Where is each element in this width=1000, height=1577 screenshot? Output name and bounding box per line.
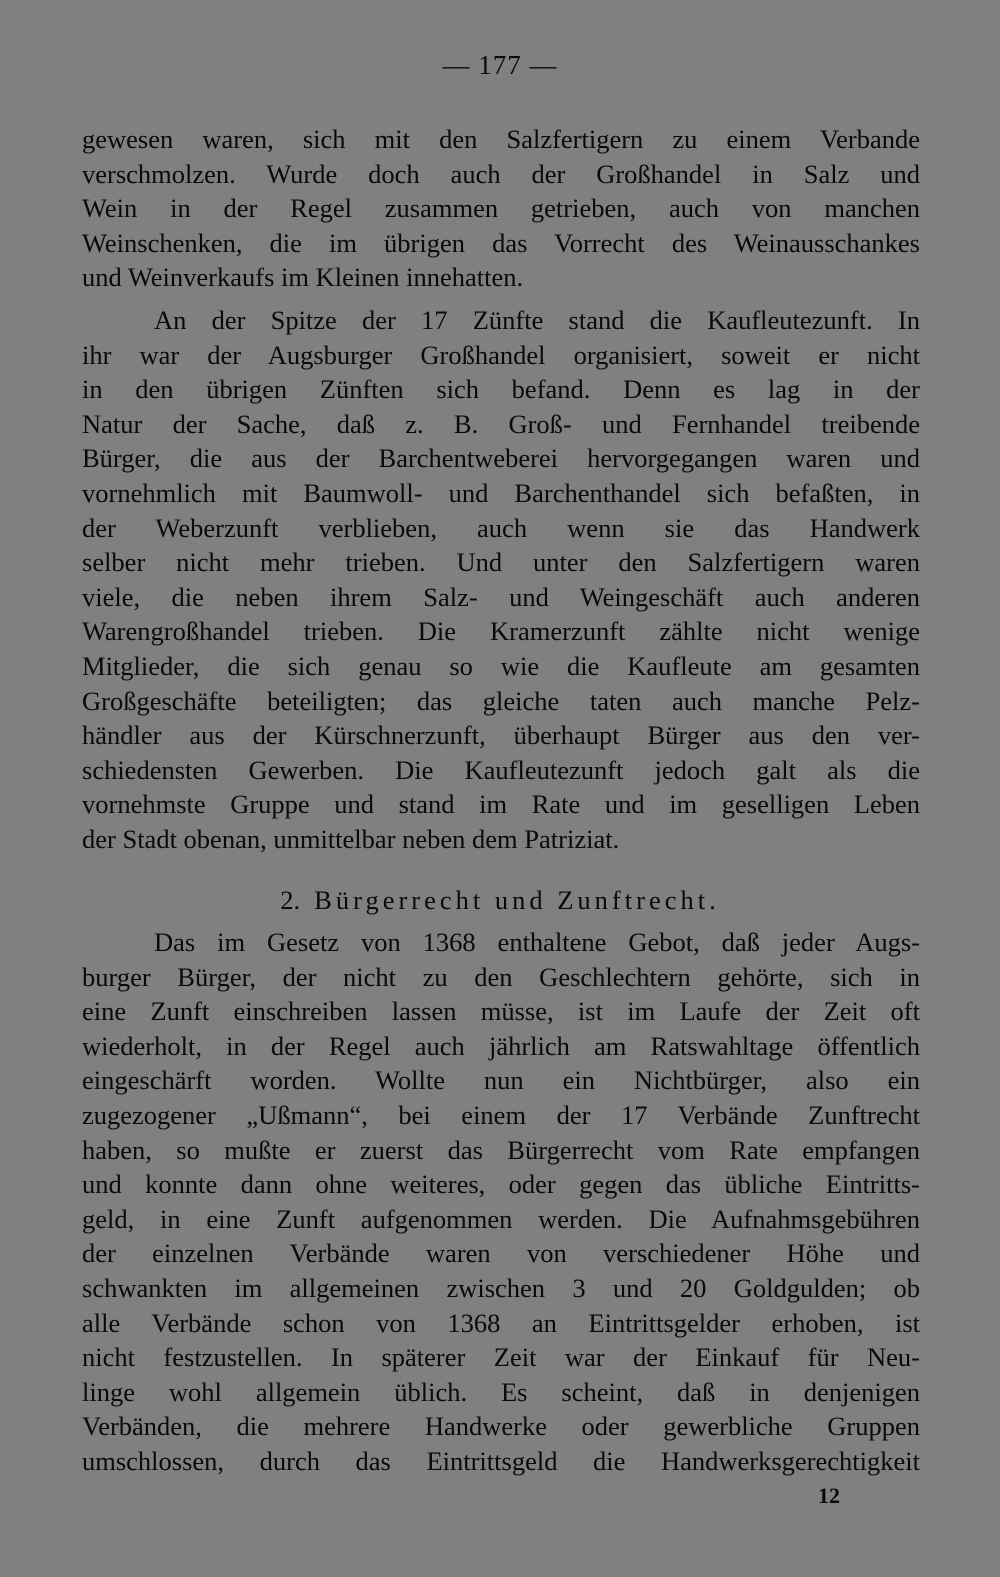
text-line: und konnte dann ohne weiteres, oder gegen das übliche Eintritts- <box>82 1169 920 1200</box>
text-line: geld, in eine Zunft aufgenommen werden. Die Aufnahmsgebühren <box>82 1203 920 1234</box>
text-line: haben, so mußte er zuerst das Bürgerrecht vom Rate empfangen <box>82 1134 920 1165</box>
text-line: der Stadt obenan, unmittelbar neben dem Patriziat. <box>82 823 620 854</box>
text-line: in den übrigen Zünften sich befand. Denn es lag in der <box>82 374 920 405</box>
text-line: und Weinverkaufs im Kleinen innehatten. <box>82 262 524 293</box>
text-line: ihr war der Augsburger Großhandel organisiert, soweit er nicht <box>82 339 920 370</box>
text-line: eine Zunft einschreiben lassen müsse, ist im Laufe der Zeit oft <box>82 996 920 1027</box>
text-line: selber nicht mehr trieben. Und unter den Salzfertigern waren <box>82 547 920 578</box>
section-heading <box>0 883 1000 917</box>
paragraph-buergerrecht <box>82 925 920 1479</box>
text-line: An der Spitze der 17 Zünfte stand die Kaufleutezunft. In <box>154 305 920 335</box>
text-line: burger Bürger, der nicht zu den Geschlechtern gehörte, sich in <box>82 961 920 992</box>
text-line: Weinschenken, die im übrigen das Vorrecht des Weinausschankes <box>82 227 920 258</box>
text-line: wiederholt, in der Regel auch jährlich am Ratswahltage öffentlich <box>82 1030 920 1061</box>
text-line: Das im Gesetz von 1368 enthaltene Gebot, daß jeder Augs- <box>154 927 920 957</box>
text-line: gewesen waren, sich mit den Salzfertigern zu einem Verbande <box>82 124 920 154</box>
text-line: eingeschärft worden. Wollte nun ein Nichtbürger, also ein <box>82 1065 920 1096</box>
text-line: der Weberzunft verblieben, auch wenn sie das Handwerk <box>82 512 920 543</box>
section-title: Bürgerrecht und Zunftrecht. <box>314 885 720 915</box>
text-line: nicht festzustellen. In späterer Zeit war der Einkauf für Neu- <box>82 1342 920 1373</box>
text-line: der einzelnen Verbände waren von verschiedener Höhe und <box>82 1238 920 1269</box>
text-line: zugezogener „Ußmann“, bei einem der 17 Verbände Zunftrecht <box>82 1099 920 1130</box>
text-line: Bürger, die aus der Barchentweberei hervorgegangen waren und <box>82 443 920 474</box>
text-line: umschlossen, durch das Eintrittsgeld die Handwerksgerechtigkeit <box>82 1445 920 1476</box>
text-line: Wein in der Regel zusammen getrieben, auch von manchen <box>82 193 920 224</box>
text-line: Warengroßhandel trieben. Die Kramerzunft zählte nicht wenige <box>82 616 920 647</box>
page-number: — 177 — <box>442 50 558 80</box>
text-line: vornehmlich mit Baumwoll- und Barchenthandel sich befaßten, in <box>82 477 920 508</box>
text-line: schiedensten Gewerben. Die Kaufleutezunft jedoch galt als die <box>82 754 920 785</box>
text-line: händler aus der Kürschnerzunft, überhaupt Bürger aus den ver- <box>82 720 920 751</box>
text-line: alle Verbände schon von 1368 an Eintrittsgelder erhoben, ist <box>82 1307 920 1338</box>
text-line: Großgeschäfte beteiligten; das gleiche taten auch manche Pelz- <box>82 685 920 716</box>
signature-mark: 12 <box>818 1483 840 1508</box>
text-line: Verbänden, die mehrere Handwerke oder gewerbliche Gruppen <box>82 1411 920 1442</box>
paragraph-continuation <box>82 122 920 295</box>
text-line: Natur der Sache, daß z. B. Groß- und Fernhandel treibende <box>82 408 920 439</box>
text-line: schwankten im allgemeinen zwischen 3 und 20 Goldgulden; ob <box>82 1272 920 1303</box>
text-line: Mitglieder, die sich genau so wie die Kaufleute am gesamten <box>82 650 920 681</box>
paragraph-kaufleutezunft <box>82 303 920 857</box>
text-line: vornehmste Gruppe und stand im Rate und im geselligen Leben <box>82 789 920 820</box>
text-line: verschmolzen. Wurde doch auch der Großhandel in Salz und <box>82 158 920 189</box>
text-line: viele, die neben ihrem Salz- und Weingeschäft auch anderen <box>82 581 920 612</box>
section-number: 2. <box>280 885 301 915</box>
text-line: linge wohl allgemein üblich. Es scheint, daß in denjenigen <box>82 1376 920 1407</box>
